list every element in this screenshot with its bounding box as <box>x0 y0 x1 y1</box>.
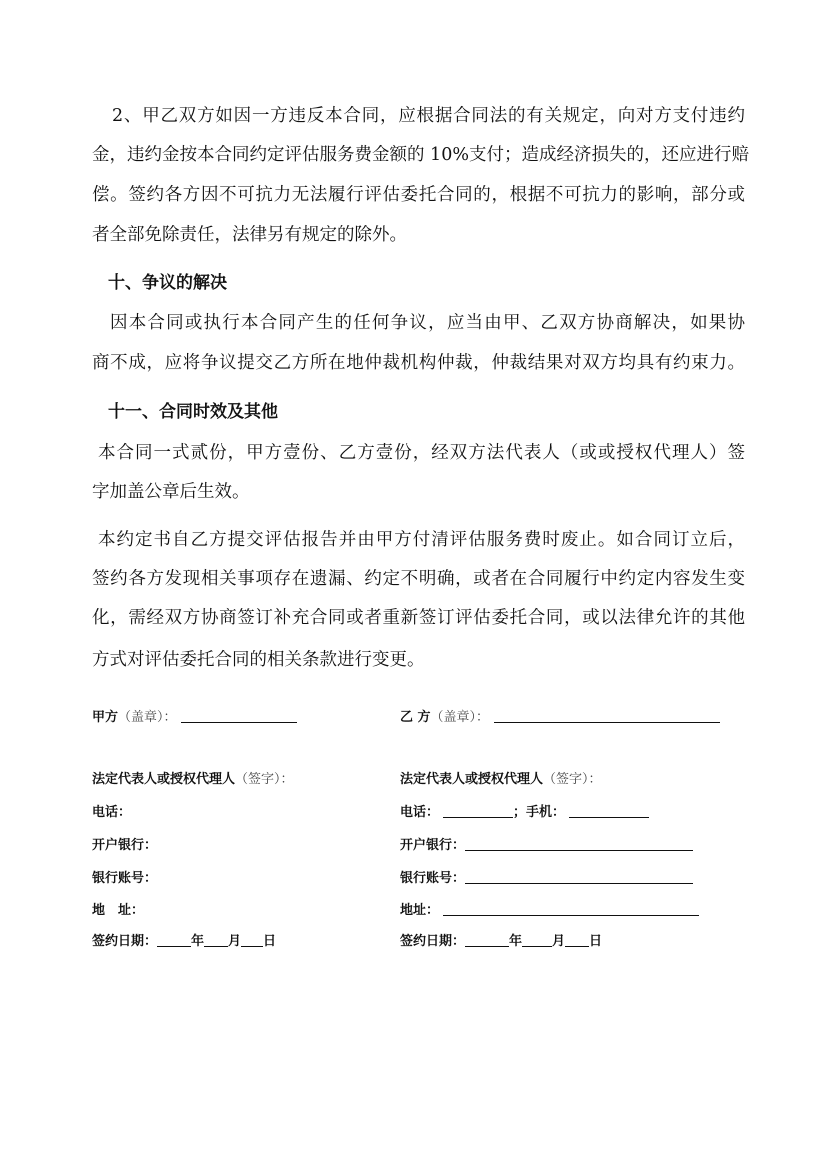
label: 地址： <box>400 903 440 918</box>
label: （签字）： <box>235 772 294 787</box>
clause-11-line: 本约定书自乙方提交评估报告并由甲方付清评估服务费时废止。如合同订立后， <box>98 530 745 550</box>
party-a-seal-row <box>92 709 297 727</box>
clause-11-line: 字加盖公章后生效。 <box>92 482 250 502</box>
clause-9-2-line: 偿。签约各方因不可抗力无法履行评估委托合同的，根据不可抗力的影响，部分或 <box>92 185 745 205</box>
clause-10-line: 商不成，应将争议提交乙方所在地仲裁机构仲裁，仲裁结果对双方均具有约束力。 <box>92 353 745 373</box>
clause-11-line: 化，需经双方协商签订补充合同或者重新签订评估委托合同，或以法律允许的其他 <box>92 608 745 628</box>
party-b-bank-row <box>400 837 693 855</box>
party-b-rep-row <box>400 771 602 789</box>
bank-blank[interactable] <box>465 837 693 851</box>
label: 月 <box>552 934 566 949</box>
clause-11-line: 签约各方发现相关事项存在遗漏、约定不明确，或者在合同履行中约定内容发生变 <box>92 569 745 589</box>
month-blank[interactable] <box>522 933 552 947</box>
clause-9-2-line: 金，违约金按本合同约定评估服务费金额的 10%支付；造成经济损失的，还应进行赔 <box>92 145 749 165</box>
label: 甲方 <box>92 710 119 725</box>
clause-11-line: 本合同一式贰份，甲方壹份、乙方壹份，经双方法代表人（或或授权代理人）签 <box>98 443 745 463</box>
mobile-blank[interactable] <box>569 804 649 818</box>
party-a-account-label: 银行账号： <box>92 871 158 886</box>
label: （签字）： <box>543 772 602 787</box>
label: （盖章）： <box>118 710 177 725</box>
year-blank[interactable] <box>465 933 509 947</box>
party-a-phone-label: 电话： <box>92 805 132 820</box>
label: 签约日期： <box>400 934 466 949</box>
label: 年 <box>191 934 205 949</box>
seal-blank[interactable] <box>181 709 297 723</box>
label: 年 <box>509 934 523 949</box>
clause-9-2-line: 者全部免除责任，法律另有规定的除外。 <box>92 225 407 245</box>
label: 签约日期： <box>92 934 158 949</box>
party-a-date-row <box>92 933 276 951</box>
label: 开户银行： <box>400 838 466 853</box>
clause-11-line: 方式对评估委托合同的相关条款进行变更。 <box>92 650 425 670</box>
party-b-address-row <box>400 902 699 920</box>
label: 电话： <box>400 805 440 820</box>
label: 日 <box>263 934 277 949</box>
label: 法定代表人或授权代理人 <box>400 772 544 787</box>
label: （盖章）： <box>430 710 490 725</box>
party-a-bank-label: 开户银行： <box>92 838 158 853</box>
label: 乙 方 <box>400 710 431 725</box>
section-heading-10: 十、争议的解决 <box>108 273 227 293</box>
party-b-phone-row <box>400 804 649 822</box>
party-b-seal-row <box>400 709 720 727</box>
party-b-account-row <box>400 870 693 888</box>
label: 银行账号： <box>400 871 466 886</box>
party-a-rep-row <box>92 771 294 789</box>
day-blank[interactable] <box>241 933 263 947</box>
seal-blank[interactable] <box>494 709 720 723</box>
section-heading-11: 十一、合同时效及其他 <box>108 402 278 422</box>
label: 日 <box>589 934 603 949</box>
year-blank[interactable] <box>157 933 191 947</box>
label: ；手机： <box>513 805 566 820</box>
account-blank[interactable] <box>465 870 693 884</box>
label: 月 <box>228 934 242 949</box>
month-blank[interactable] <box>204 933 228 947</box>
party-b-date-row <box>400 933 602 951</box>
clause-10-line: 因本合同或执行本合同产生的任何争议，应当由甲、乙双方协商解决，如果协 <box>110 313 745 333</box>
party-a-address-label: 地 址： <box>92 903 145 918</box>
label: 法定代表人或授权代理人 <box>92 772 236 787</box>
clause-9-2-line: 2、甲乙双方如因一方违反本合同，应根据合同法的有关规定，向对方支付违约 <box>112 106 745 126</box>
phone-blank[interactable] <box>443 804 513 818</box>
day-blank[interactable] <box>565 933 589 947</box>
address-blank[interactable] <box>443 902 699 916</box>
